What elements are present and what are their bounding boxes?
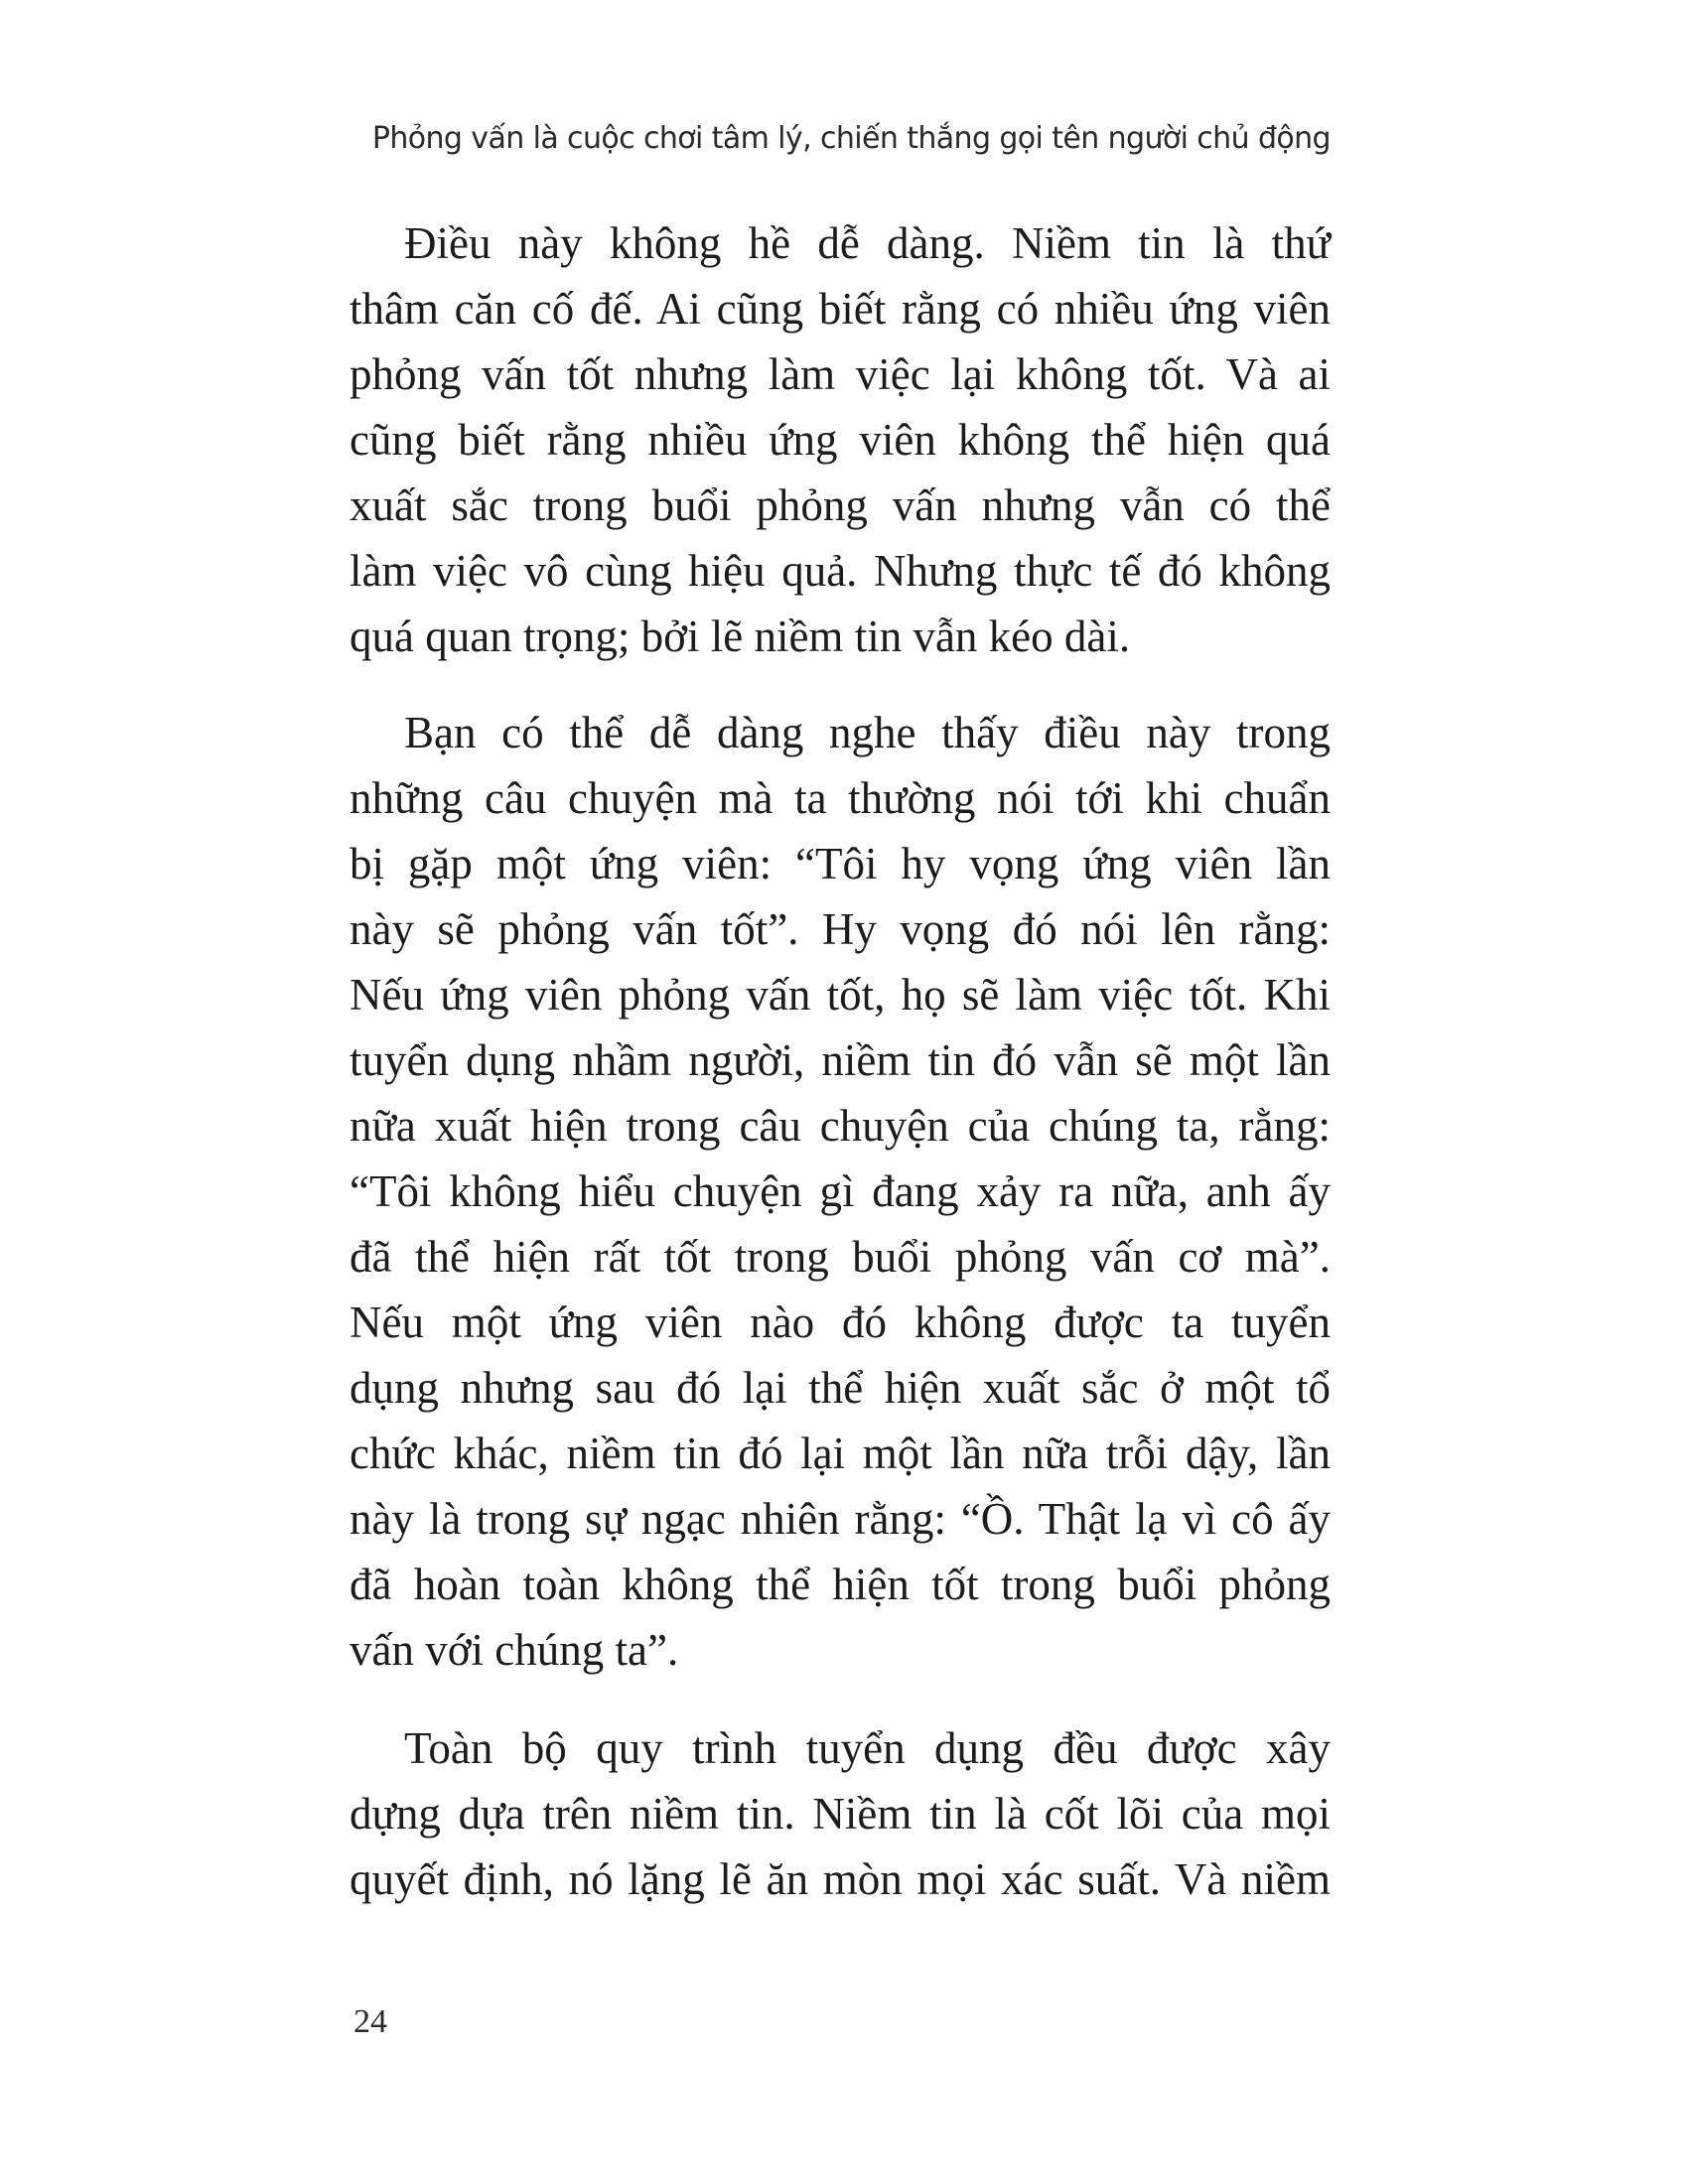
page-number: 24 (353, 2003, 387, 2040)
text-line: này sẽ phỏng vấn tốt”. Hy vọng đó nói lên rằng: (350, 904, 1331, 954)
text-line: thâm căn cố đế. Ai cũng biết rằng có nhiều ứng viên (350, 284, 1331, 334)
paragraph (350, 1715, 1331, 1912)
text-line: Nếu ứng viên phỏng vấn tốt, họ sẽ làm việc tốt. Khi (350, 970, 1331, 1020)
text-line: này là trong sự ngạc nhiên rằng: “Ồ. Thật lạ vì cô ấy (350, 1494, 1331, 1544)
text-line: những câu chuyện mà ta thường nói tới khi chuẩn (350, 773, 1331, 823)
text-line: xuất sắc trong buổi phỏng vấn nhưng vẫn có thể (350, 480, 1331, 530)
text-line: dụng nhưng sau đó lại thể hiện xuất sắc ở một tổ (350, 1363, 1331, 1413)
text-line: đã thể hiện rất tốt trong buổi phỏng vấn cơ mà”. (350, 1232, 1331, 1282)
text-line: vấn với chúng ta”. (350, 1625, 679, 1675)
text-line: bị gặp một ứng viên: “Tôi hy vọng ứng viên lần (350, 839, 1331, 888)
text-line: Điều này không hề dễ dàng. Niềm tin là thứ (404, 218, 1331, 268)
text-line: quá quan trọng; bởi lẽ niềm tin vẫn kéo dài. (350, 612, 1131, 661)
text-line: quyết định, nó lặng lẽ ăn mòn mọi xác suất. Và niềm (350, 1854, 1331, 1904)
text-line: phỏng vấn tốt nhưng làm việc lại không tốt. Và ai (350, 349, 1331, 399)
text-line: Bạn có thể dễ dàng nghe thấy điều này trong (404, 708, 1331, 757)
text-line: đã hoàn toàn không thể hiện tốt trong buổi phỏng (350, 1560, 1331, 1609)
text-line: dựng dựa trên niềm tin. Niềm tin là cốt lõi của mọi (350, 1789, 1331, 1839)
paragraph (350, 210, 1331, 669)
running-header: Phỏng vấn là cuộc chơi tâm lý, chiến thắng gọi tên người chủ động (371, 121, 1331, 156)
text-line: “Tôi không hiểu chuyện gì đang xảy ra nữa, anh ấy (350, 1166, 1331, 1216)
text-line: chức khác, niềm tin đó lại một lần nữa trỗi dậy, lần (350, 1429, 1331, 1478)
text-line: tuyển dụng nhầm người, niềm tin đó vẫn sẽ một lần (350, 1035, 1331, 1085)
text-line: Toàn bộ quy trình tuyển dụng đều được xây (404, 1723, 1331, 1773)
text-line: Nếu một ứng viên nào đó không được ta tuyển (350, 1297, 1331, 1347)
paragraph (350, 700, 1331, 1683)
text-line: cũng biết rằng nhiều ứng viên không thể hiện quá (350, 415, 1331, 465)
text-line: nữa xuất hiện trong câu chuyện của chúng ta, rằng: (350, 1101, 1331, 1151)
text-line: làm việc vô cùng hiệu quả. Nhưng thực tế đó không (350, 546, 1331, 596)
